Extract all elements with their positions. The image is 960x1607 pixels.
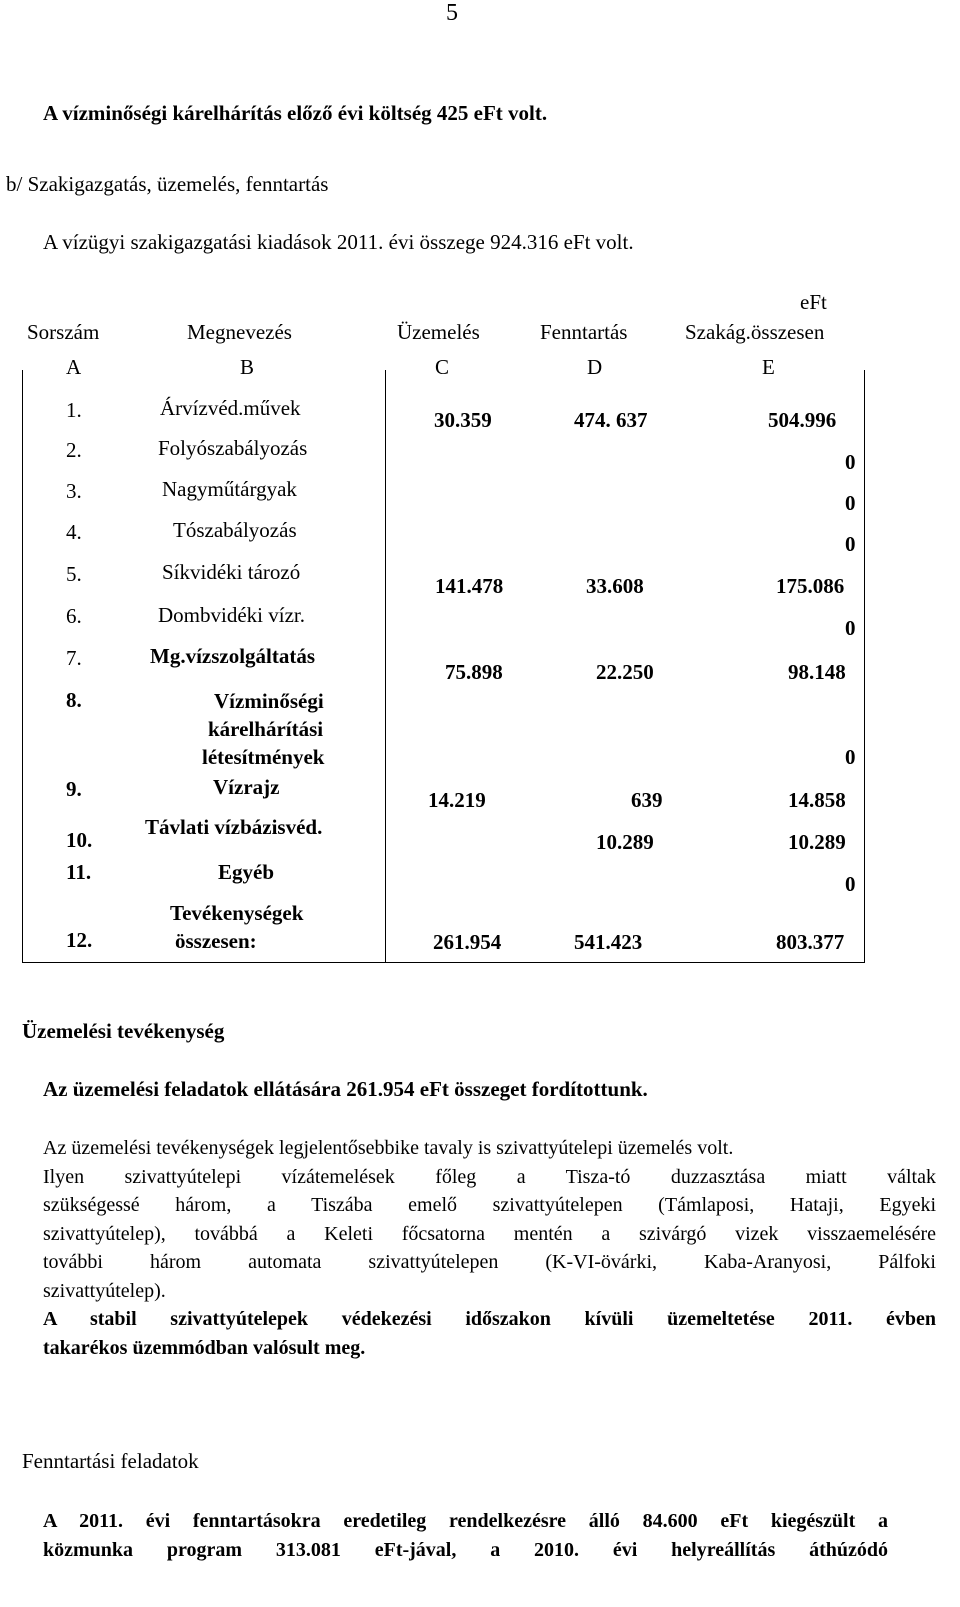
row-number: 2. bbox=[66, 438, 82, 462]
row-maintenance: 639 bbox=[631, 788, 663, 812]
row-total: 0 bbox=[845, 745, 856, 769]
maintenance-heading: Fenntartási feladatok bbox=[22, 1449, 199, 1473]
row-name: Mg.vízszolgáltatás bbox=[150, 644, 316, 668]
maintenance-paragraph bbox=[43, 1507, 888, 1564]
row-number: 8. bbox=[66, 688, 82, 712]
paragraph-line: szükségessé három, a Tiszába emelő szivattyútelepen (Támlaposi, Hataji, Egyeki bbox=[43, 1194, 936, 1216]
row-name-line: kárelhárítási bbox=[208, 717, 324, 741]
row-total: 0 bbox=[845, 491, 856, 515]
header-uzemeles: Üzemelés bbox=[397, 320, 480, 344]
bold-line: takarékos üzemmódban valósult meg. bbox=[43, 1336, 366, 1359]
row-total: 175.086 bbox=[776, 574, 845, 598]
paragraph-line: további három automata szivattyútelepen (K-VI-övárki, Kaba-Aranyosi, Pálfoki bbox=[43, 1251, 936, 1273]
cost-sentence: A vízminőségi kárelhárítás előző évi költség 425 eFt volt. bbox=[43, 101, 548, 125]
bold-line: A stabil szivattyútelepek védekezési időszakon kívüli üzemeltetése 2011. évben bbox=[43, 1308, 936, 1330]
unit-label: eFt bbox=[800, 290, 827, 314]
row-name: Nagyműtárgyak bbox=[162, 477, 297, 501]
row-number: 6. bbox=[66, 604, 82, 628]
row-maintenance: 541.423 bbox=[574, 930, 643, 954]
header-fenntartas: Fenntartás bbox=[540, 320, 628, 344]
row-number: 4. bbox=[66, 520, 82, 544]
page-number: 5 bbox=[446, 0, 458, 26]
letter-e: E bbox=[762, 355, 775, 379]
row-number: 1. bbox=[66, 398, 82, 422]
row-number: 10. bbox=[66, 828, 93, 852]
row-total: 0 bbox=[845, 872, 856, 896]
row-name-line: Tevékenységek bbox=[170, 901, 304, 925]
row-maintenance: 33.608 bbox=[586, 574, 644, 598]
row-name: Dombvidéki vízr. bbox=[158, 603, 305, 627]
expense-sentence: A vízügyi szakigazgatási kiadások 2011. évi összege 924.316 eFt volt. bbox=[43, 230, 634, 254]
paragraph-line: szivattyútelep), továbbá a Keleti főcsatorna mentén a szivárgó vizek visszaemelésére bbox=[43, 1222, 936, 1245]
row-number: 12. bbox=[66, 928, 93, 952]
row-total: 0 bbox=[845, 532, 856, 556]
paragraph-line: szivattyútelep). bbox=[43, 1279, 166, 1302]
row-operation: 261.954 bbox=[433, 930, 502, 954]
row-operation: 30.359 bbox=[434, 408, 492, 432]
column-divider bbox=[385, 370, 386, 962]
row-number: 7. bbox=[66, 646, 82, 670]
row-name: Egyéb bbox=[218, 860, 275, 884]
row-name-line: Vízminőségi bbox=[214, 689, 324, 713]
letter-a: A bbox=[66, 355, 82, 379]
row-name: Folyószabályozás bbox=[158, 436, 308, 460]
section-b-heading: b/ Szakigazgatás, üzemelés, fenntartás bbox=[6, 172, 329, 196]
row-operation: 141.478 bbox=[435, 574, 504, 598]
row-total: 803.377 bbox=[776, 930, 845, 954]
table-frame bbox=[22, 370, 865, 963]
row-number: 3. bbox=[66, 479, 82, 503]
row-name: Síkvidéki tározó bbox=[162, 560, 301, 584]
row-operation: 14.219 bbox=[428, 788, 486, 812]
header-megnevezes: Megnevezés bbox=[187, 320, 292, 344]
row-number: 11. bbox=[66, 860, 92, 884]
row-total: 0 bbox=[845, 450, 856, 474]
row-name: Árvízvéd.művek bbox=[160, 396, 301, 420]
operations-summary: Az üzemelési feladatok ellátására 261.954 eFt összeget fordítottunk. bbox=[43, 1077, 648, 1101]
row-name: Tószabályozás bbox=[173, 518, 297, 542]
row-name-line: létesítmények bbox=[202, 745, 325, 769]
letter-c: C bbox=[435, 355, 450, 379]
row-total: 14.858 bbox=[788, 788, 846, 812]
row-operation: 75.898 bbox=[445, 660, 503, 684]
row-name-line: összesen: bbox=[175, 929, 257, 953]
row-name: Távlati vízbázisvéd. bbox=[145, 815, 323, 839]
paragraph-line: Az üzemelési tevékenységek legjelentősebbike tavaly is szivattyútelepi üzemelés volt. bbox=[43, 1137, 734, 1159]
row-total: 10.289 bbox=[788, 830, 846, 854]
paragraph-line: közmunka program 313.081 eFt-jával, a 2010. évi helyreállítás áthúzódó bbox=[43, 1538, 888, 1561]
paragraph-line: Ilyen szivattyútelepi vízátemelések főleg a Tisza-tó duzzasztása miatt váltak bbox=[43, 1165, 936, 1188]
row-number: 5. bbox=[66, 562, 82, 586]
header-sorszam: Sorszám bbox=[27, 320, 100, 344]
letter-d: D bbox=[587, 355, 603, 379]
row-maintenance: 22.250 bbox=[596, 660, 654, 684]
row-total: 0 bbox=[845, 616, 856, 640]
row-maintenance: 10.289 bbox=[596, 830, 654, 854]
operations-heading: Üzemelési tevékenység bbox=[22, 1019, 225, 1043]
row-total: 98.148 bbox=[788, 660, 846, 684]
row-maintenance: 474. 637 bbox=[574, 408, 648, 432]
row-name: Vízrajz bbox=[213, 775, 280, 799]
header-szakag: Szakág.összesen bbox=[685, 320, 825, 344]
letter-b: B bbox=[240, 355, 255, 379]
operations-paragraph bbox=[43, 1134, 936, 1362]
row-number: 9. bbox=[66, 777, 82, 801]
row-total: 504.996 bbox=[768, 408, 837, 432]
paragraph-line: A 2011. évi fenntartásokra eredetileg rendelkezésre álló 84.600 eFt kiegészült a bbox=[43, 1510, 888, 1532]
